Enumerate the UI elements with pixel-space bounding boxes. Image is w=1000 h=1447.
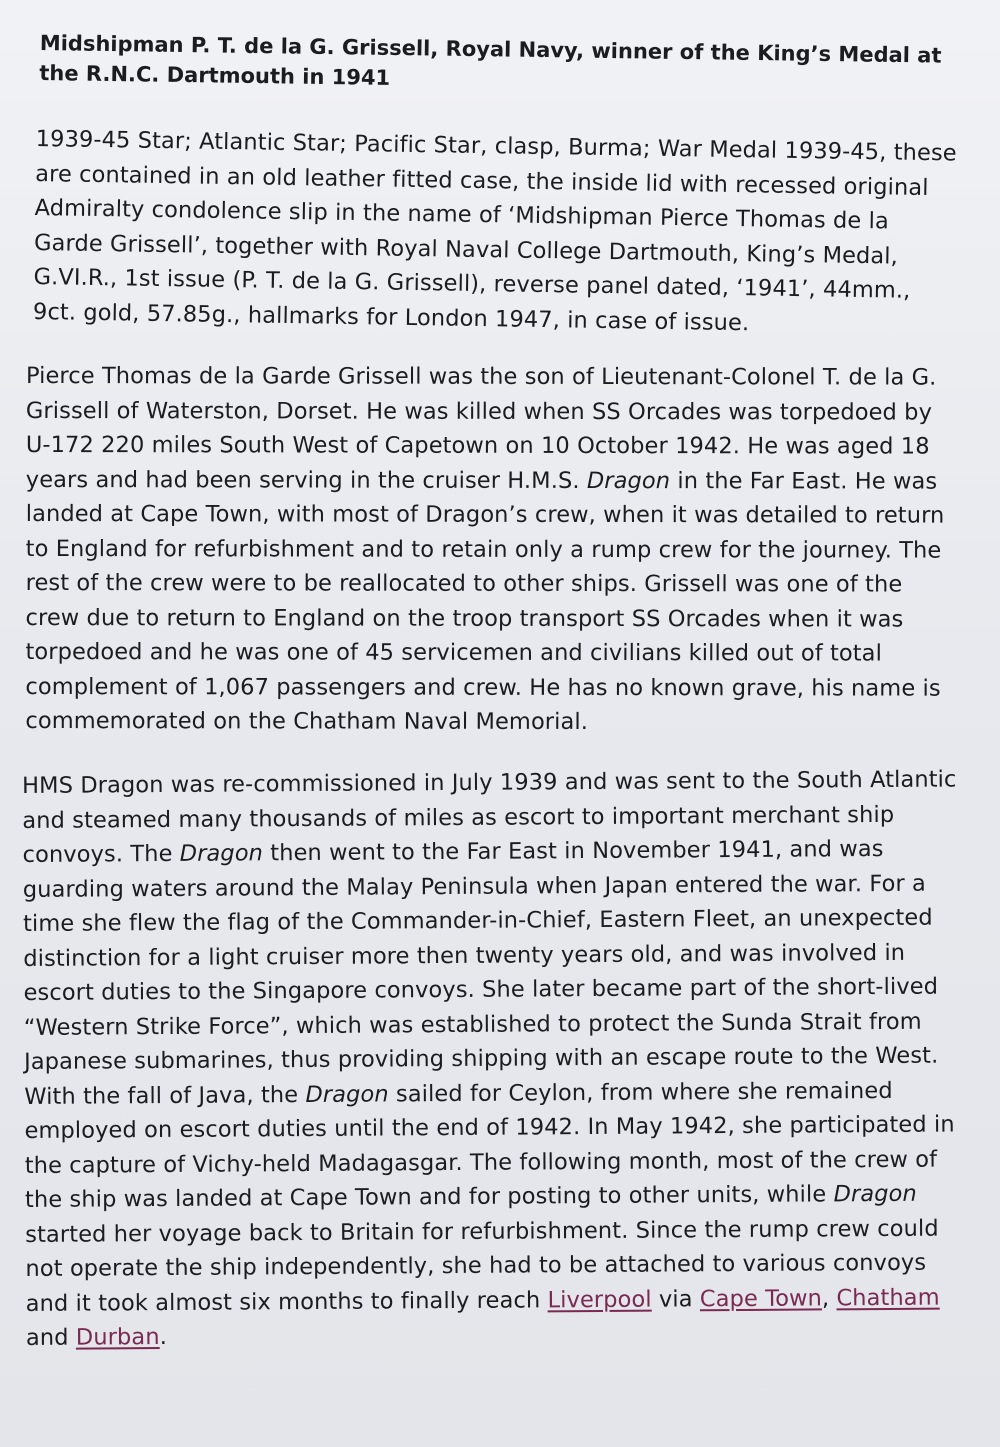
history-text-1: HMS Dragon was re-commissioned in July 1939 and was sent to the South Atlantic and steamed many thousands of miles as escort to important merchant ship convoys. The (22, 765, 957, 868)
history-text-4: started her voyage back to Britain for refurbishment. Since the rump crew could not operate the ship independently, she had to be attached to various convoys and it took almost six months to finally reach (25, 1214, 939, 1316)
biography-paragraph (25, 359, 960, 740)
chatham-link[interactable]: Chatham (836, 1283, 940, 1311)
ship-name-italic: Dragon (305, 1080, 389, 1108)
history-text-and: and (25, 1324, 76, 1351)
document-title: Midshipman P. T. de la G. Grissell, Royal Navy, winner of the King’s Medal at the R.N.C. Dartmouth in 1941 (39, 30, 942, 90)
ship-name-italic: Dragon (833, 1180, 917, 1207)
history-text-3: sailed for Ceylon, from where she remained employed on escort duties until the end of 1942. In May 1942, she participated in the capture of Vichy-held Madagasgar. The following month, most of the crew of the ship was landed at Cape Town and for posting to other units, while (24, 1076, 955, 1213)
history-text-2: then went to the Far East in November 1941, and was guarding waters around the Malay Peninsula when Japan entered the war. For a time she flew the flag of the Commander-in-Chief, Eastern Fleet, an unexpected distinction for a light cruiser more then twenty years old, and was involved in escort duties to the Singapore convoys. She later became part of the short-lived “Western Strike Force”, which was established to protect the Sunda Strait from Japanese submarines, thus providing shipping with an escape route to the West. With the fall of Java, the (22, 835, 939, 1109)
medal-description-paragraph: 1939-45 Star; Atlantic Star; Pacific Star, clasp, Burma; War Medal 1939-45, these are contained in an old leather fitted case, the inside lid with recessed original Admiralty condolence slip in the name of ‘Midshipman Pierce Thomas de la Garde Grissell’, together with Royal Naval College Dartmouth, King’s Medal, G.VI.R., 1st issue (P. T. de la G. Grissell), reverse panel dated, ‘1941’, 44mm., 9ct. gold, 57.85g., hallmarks for London 1947, in case of issue. (32, 125, 957, 336)
cape-town-link[interactable]: Cape Town (699, 1284, 822, 1312)
durban-link[interactable]: Durban (75, 1323, 160, 1351)
biography-text-1: Pierce Thomas de la Garde Grissell was the son of Lieutenant-Colonel T. de la G. Grissell of Waterston, Dorset. He was killed when SS Orcades was torpedoed by U-172 220 miles South West of Capetown on 10 October 1942. He was aged 18 years and had been serving in the cruiser H.M.S. (25, 363, 937, 494)
history-text-via: via (651, 1285, 700, 1312)
biography-text-2: in the Far East. He was landed at Cape Town, with most of Dragon’s crew, when it was detailed to return to England for refurbishment and to retain only a rump crew for the journey. The rest of the crew were to be reallocated to other ships. Grissell was one of the crew due to return to England on the troop transport SS Orcades when it was torpedoed and he was one of 45 servicemen and civilians killed out of total complement of 1,067 passengers and crew. He has no known grave, his name is commemorated on the Chatham Naval Memorial. (25, 467, 945, 735)
ship-name-italic: Dragon (586, 467, 671, 494)
ship-name-italic: Dragon (179, 839, 264, 867)
history-text-comma: , (821, 1284, 837, 1311)
ship-history-paragraph (22, 762, 964, 1355)
liverpool-link[interactable]: Liverpool (547, 1285, 652, 1313)
history-text-end: . (159, 1323, 167, 1350)
